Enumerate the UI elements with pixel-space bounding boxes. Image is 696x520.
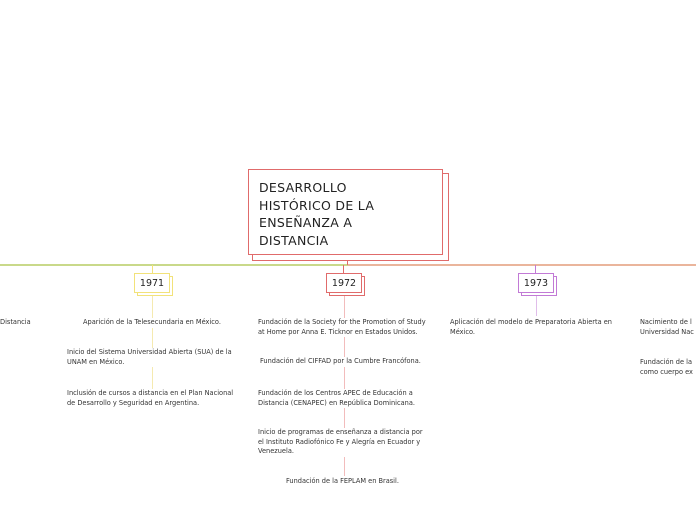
event-cut-left: Distancia [0, 318, 31, 326]
timeline-axis-right [348, 264, 696, 266]
event-cut-right-1: Nacimiento de l Universidad Nac [640, 318, 694, 336]
main-topic[interactable] [248, 169, 443, 255]
timeline-axis-left [0, 264, 348, 266]
main-topic-title: DESARROLLO HISTÓRICO DE LA ENSEÑANZA A DISTANCIA [259, 180, 375, 248]
year-1973-stem [536, 296, 537, 316]
year-1972-label: 1972 [331, 277, 357, 289]
event-1972-society-study-home: Fundación de la Society for the Promotion of Study at Home por Anna E. Ticknor en Estados Unidos. [258, 318, 426, 336]
year-1972-node[interactable] [326, 273, 362, 293]
year-1973-label: 1973 [523, 277, 549, 289]
year-1973-node[interactable] [518, 273, 554, 293]
event-1971-sua-unam: Inicio del Sistema Universidad Abierta (SUA) de la UNAM en México. [67, 348, 232, 366]
event-1972-cenapec: Fundación de los Centros APEC de Educación a Distancia (CENAPEC) en República Dominicana. [258, 389, 415, 407]
year-1971-node[interactable] [134, 273, 170, 293]
event-1971-telesecundaria: Aparición de la Telesecundaria en México. [83, 318, 221, 326]
event-cut-right-2: Fundación de la como cuerpo ex [640, 358, 693, 376]
event-1972-fe-y-alegria: Inicio de programas de enseñanza a distancia por el Instituto Radiofónico Fe y Alegría en Ecuador y Venezuela. [258, 428, 423, 456]
event-1972-feplam: Fundación de la FEPLAM en Brasil. [286, 477, 399, 485]
event-1973-preparatoria-abierta: Aplicación del modelo de Preparatoria Abierta en México. [450, 318, 612, 336]
year-1971-label: 1971 [139, 277, 165, 289]
event-1972-ciffad: Fundación del CIFFAD por la Cumbre Francófona. [260, 357, 421, 365]
event-1971-argentina: Inclusión de cursos a distancia en el Plan Nacional de Desarrollo y Seguridad en Argentina. [67, 389, 234, 407]
